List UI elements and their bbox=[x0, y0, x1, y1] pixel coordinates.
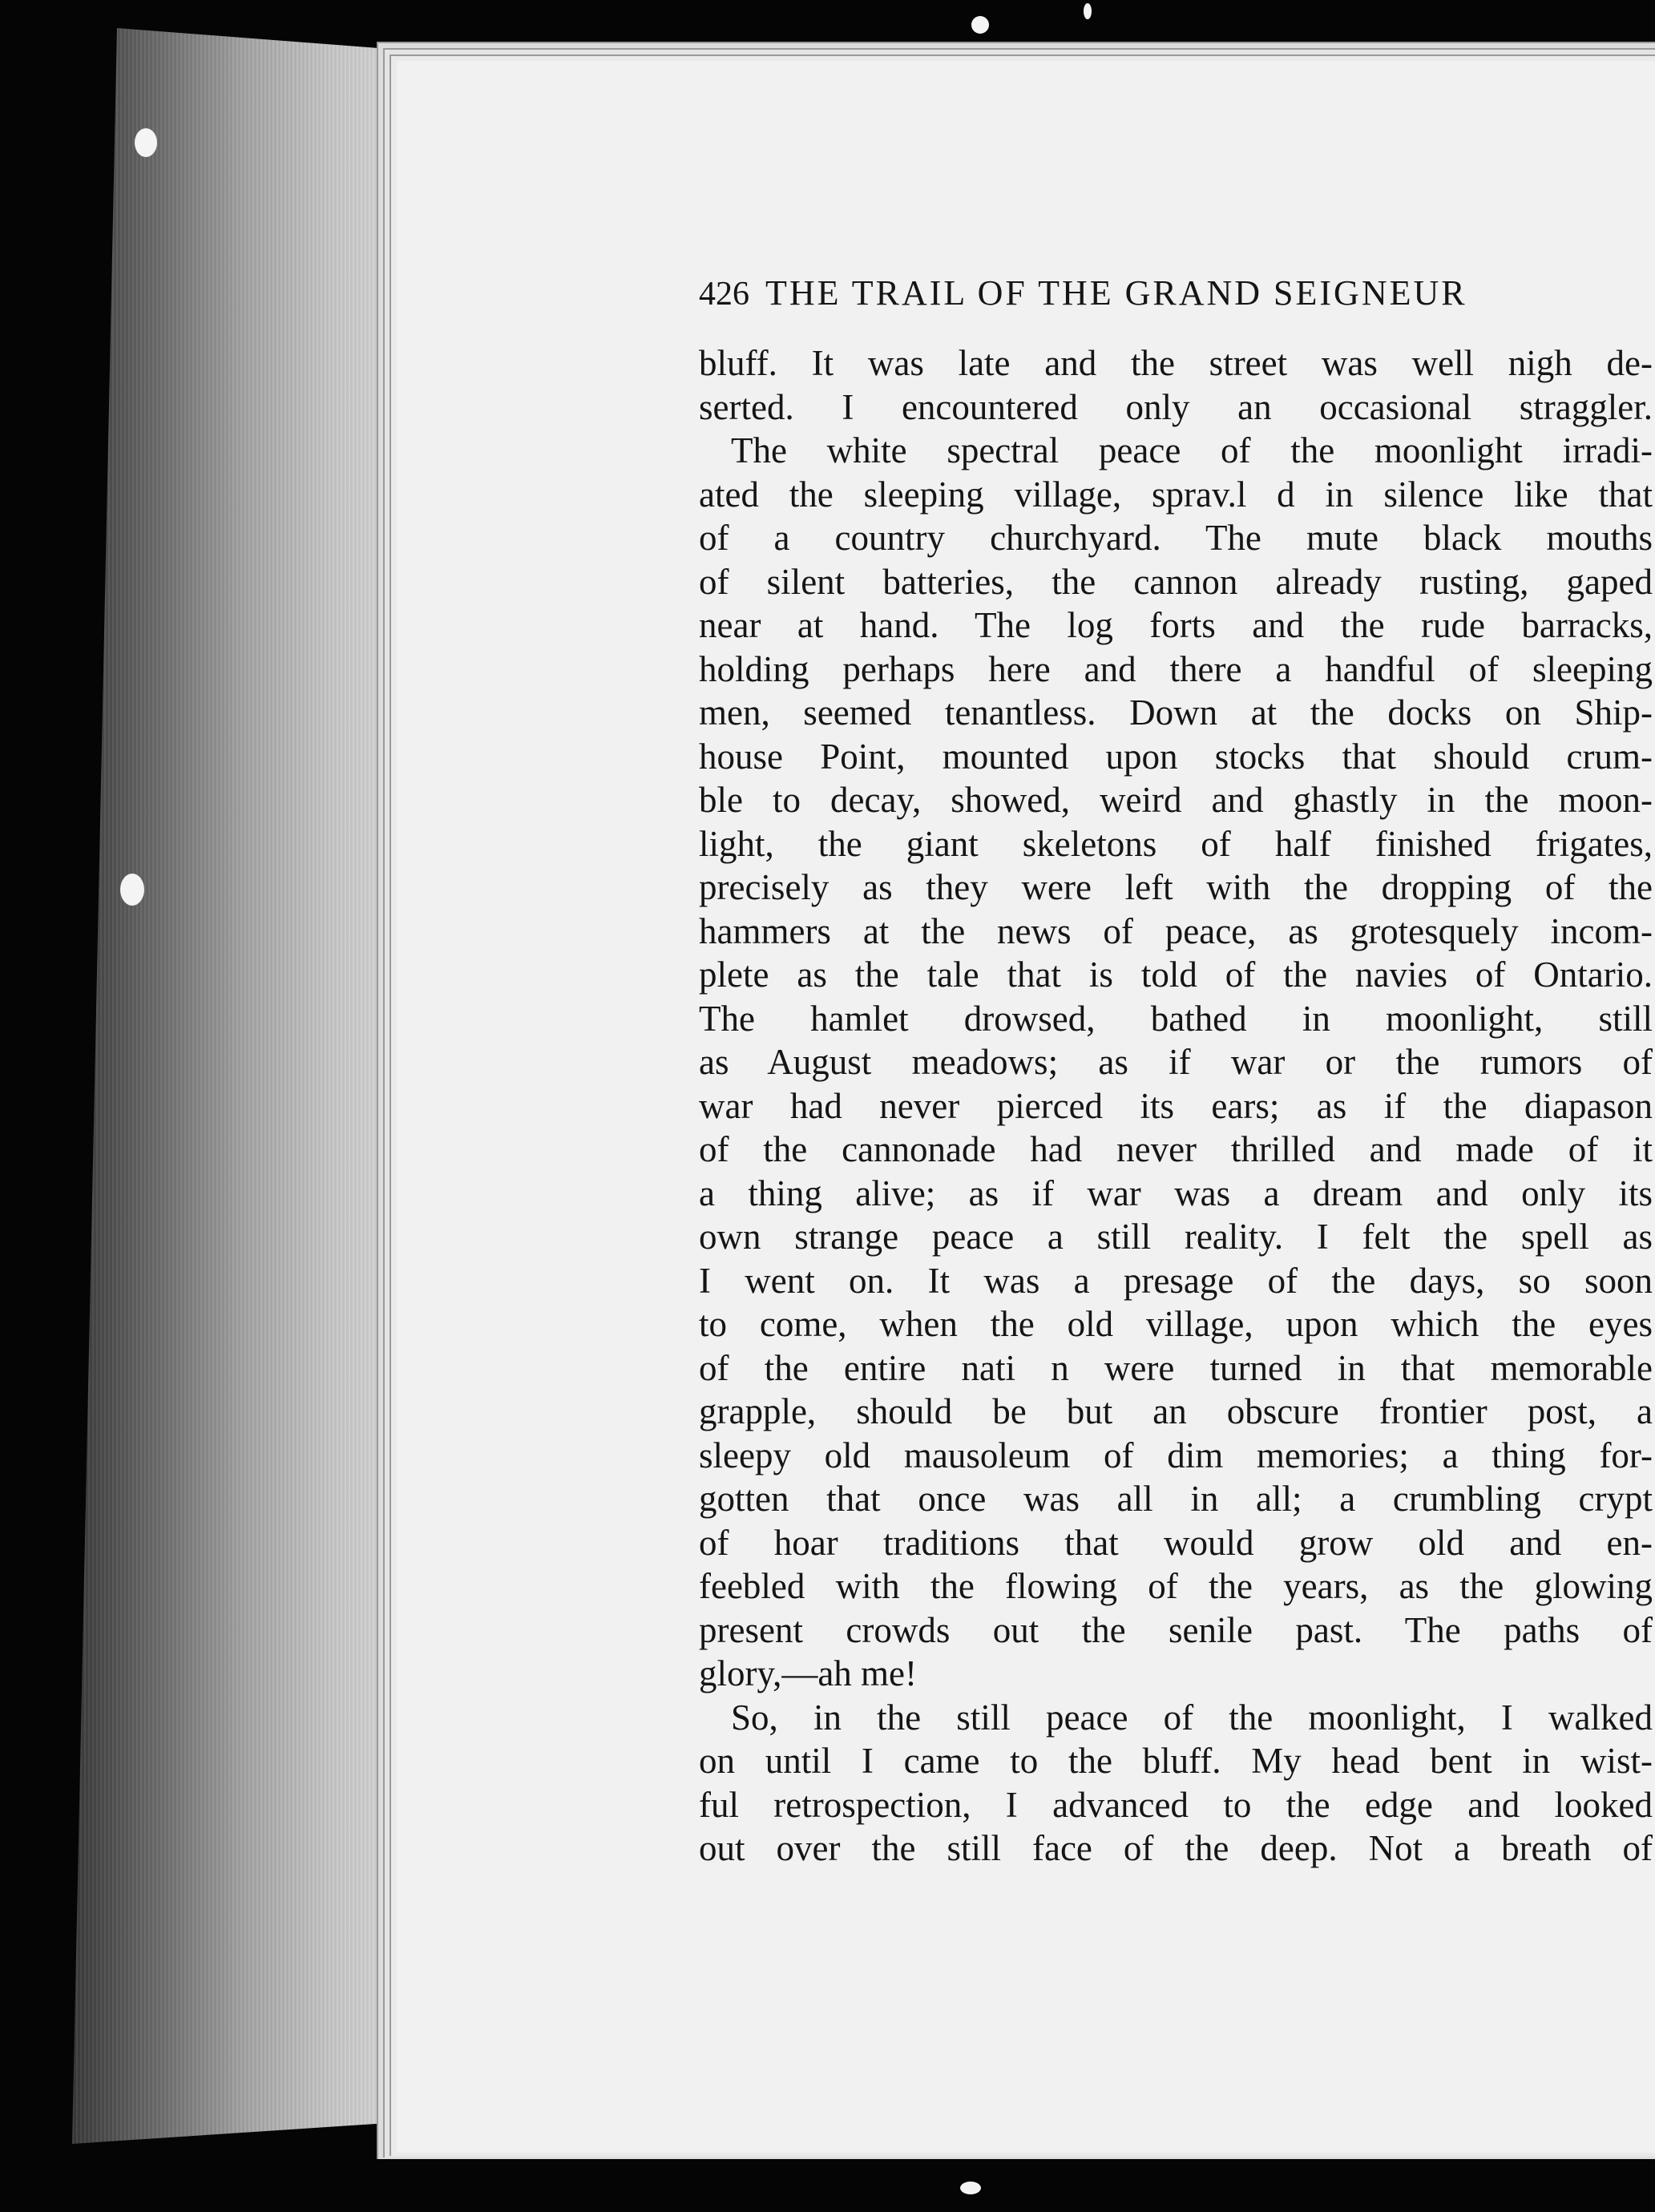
dust-speck bbox=[971, 16, 989, 34]
page-number: 426 bbox=[699, 276, 749, 313]
body-text bbox=[699, 341, 1653, 1871]
text-line: The white spectral peace of the moonlight irradi- bbox=[731, 430, 1653, 470]
text-line: of silent batteries, the cannon already rusting, gaped bbox=[699, 561, 1653, 602]
dust-speck bbox=[135, 128, 157, 157]
text-line: precisely as they were left with the dropping of the bbox=[699, 867, 1653, 907]
text-line: grapple, should be but an obscure frontier post, a bbox=[699, 1391, 1653, 1431]
text-line: of a country churchyard. The mute black mouths bbox=[699, 518, 1653, 558]
text-line: light, the giant skeletons of half finished frigates, bbox=[699, 823, 1653, 864]
text-line: ated the sleeping village, sprav.l d in silence like that bbox=[699, 474, 1653, 515]
dust-speck bbox=[120, 874, 144, 906]
text-line: ble to decay, showed, weird and ghastly in the moon- bbox=[699, 780, 1653, 820]
text-line: feebled with the flowing of the years, as the glowing bbox=[699, 1566, 1653, 1606]
text-line: glory,—ah me! bbox=[699, 1653, 917, 1693]
text-line: on until I came to the bluff. My head bent in wist- bbox=[699, 1741, 1653, 1781]
text-line: bluff. It was late and the street was well nigh de- bbox=[699, 343, 1653, 383]
text-line: ful retrospection, I advanced to the edge and looked bbox=[699, 1784, 1653, 1825]
text-line: hammers at the news of peace, as grotesquely incom- bbox=[699, 910, 1653, 951]
text-line: war had never pierced its ears; as if the diapason bbox=[699, 1085, 1653, 1126]
text-line: out over the still face of the deep. Not a breath of bbox=[699, 1828, 1653, 1868]
text-line: of hoar traditions that would grow old and en- bbox=[699, 1522, 1653, 1563]
text-line: plete as the tale that is told of the navies of Ontario. bbox=[699, 955, 1653, 995]
text-line: near at hand. The log forts and the rude barracks, bbox=[699, 605, 1653, 645]
text-line: holding perhaps here and there a handful of sleeping bbox=[699, 648, 1653, 689]
text-line: a thing alive; as if war was a dream and only its bbox=[699, 1173, 1653, 1213]
running-title: THE TRAIL OF THE GRAND SEIGNEUR bbox=[765, 273, 1467, 313]
text-line: I went on. It was a presage of the days, so soon bbox=[699, 1260, 1653, 1301]
text-line: as August meadows; as if war or the rumors of bbox=[699, 1042, 1653, 1082]
text-line: house Point, mounted upon stocks that should crum- bbox=[699, 736, 1653, 777]
dust-speck bbox=[1084, 3, 1092, 19]
text-line: sleepy old mausoleum of dim memories; a thing for- bbox=[699, 1435, 1653, 1475]
text-line: So, in the still peace of the moonlight, I walked bbox=[731, 1697, 1653, 1738]
text-line: present crowds out the senile past. The paths of bbox=[699, 1609, 1653, 1650]
text-block bbox=[699, 272, 1653, 1871]
text-line: gotten that once was all in all; a crumbling crypt bbox=[699, 1479, 1653, 1519]
running-head bbox=[699, 272, 1653, 329]
text-line: to come, when the old village, upon which the eyes bbox=[699, 1304, 1653, 1344]
text-line: The hamlet drowsed, bathed in moonlight, still bbox=[699, 998, 1653, 1039]
text-line: serted. I encountered only an occasional straggler. bbox=[699, 386, 1653, 427]
page-edge-stack bbox=[72, 28, 393, 2144]
text-line: of the cannonade had never thrilled and made of it bbox=[699, 1129, 1653, 1169]
text-line: of the entire nati n were turned in that memorable bbox=[699, 1347, 1653, 1388]
dust-speck bbox=[960, 2182, 981, 2194]
text-line: own strange peace a still reality. I felt the spell as bbox=[699, 1217, 1653, 1257]
text-line: men, seemed tenantless. Down at the docks on Ship- bbox=[699, 692, 1653, 733]
